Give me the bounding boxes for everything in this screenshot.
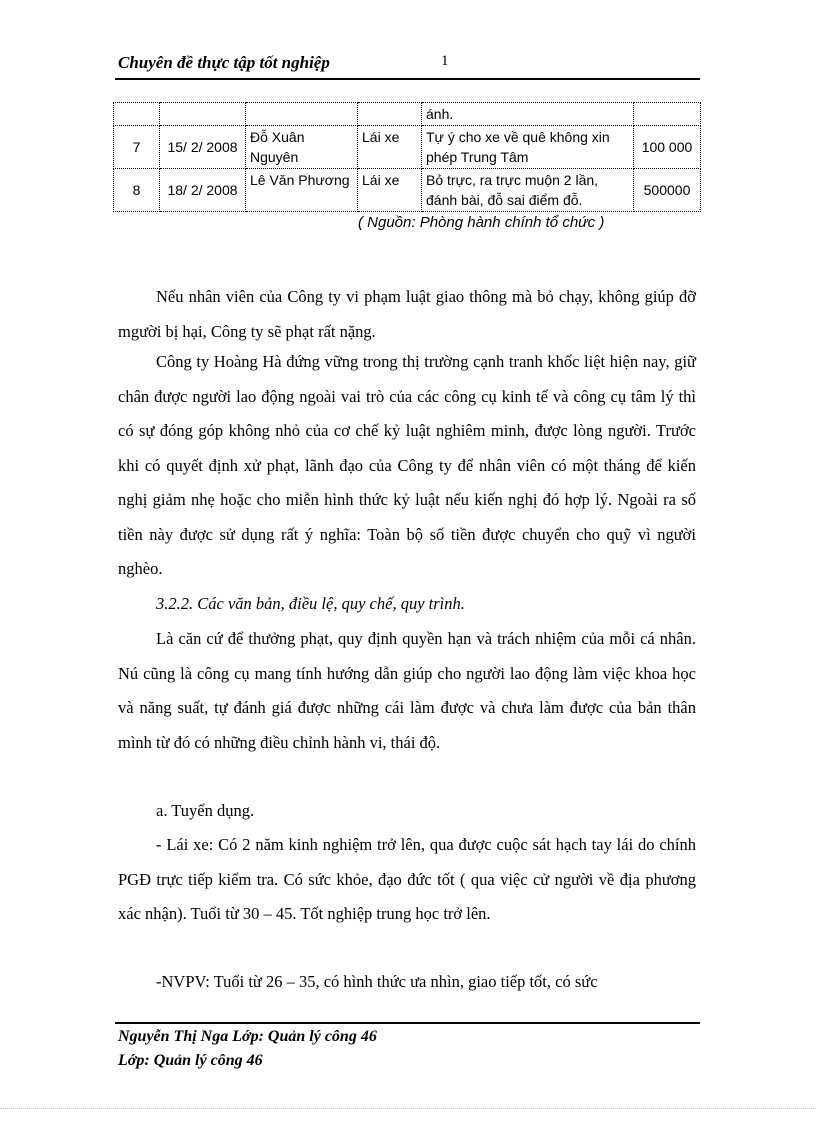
cell-date: 15/ 2/ 2008 bbox=[160, 126, 246, 169]
cell-position: Lái xe bbox=[358, 169, 422, 212]
cell-date bbox=[160, 103, 246, 126]
cell-no: 8 bbox=[114, 169, 160, 212]
cell-name: Đỗ Xuân Nguyên bbox=[246, 126, 358, 169]
header-divider bbox=[115, 78, 700, 80]
footer-divider bbox=[115, 1022, 700, 1024]
cell-amount bbox=[634, 103, 701, 126]
table-row bbox=[114, 126, 701, 169]
table-source-note: ( Nguồn: Phòng hành chính tổ chức ) bbox=[358, 214, 605, 231]
page-bottom-border bbox=[0, 1108, 816, 1109]
subheading-recruitment: a. Tuyển dụng. bbox=[156, 801, 255, 820]
cell-name: Lê Văn Phương bbox=[246, 169, 358, 212]
cell-violation: Bỏ trực, ra trực muộn 2 lần, đánh bài, đỗ sai điểm đỗ. bbox=[422, 169, 634, 212]
paragraph-staff-requirements: -NVPV: Tuổi từ 26 – 35, có hình thức ưa nhìn, giao tiếp tốt, có sức bbox=[156, 972, 598, 991]
document-header-title: Chuyên đề thực tập tốt nghiệp bbox=[118, 53, 330, 72]
violations-table bbox=[113, 102, 701, 212]
cell-date: 18/ 2/ 2008 bbox=[160, 169, 246, 212]
cell-violation: ánh. bbox=[422, 103, 634, 126]
cell-name bbox=[246, 103, 358, 126]
footer-author: Nguyễn Thị Nga Lớp: Quản lý công 46 bbox=[118, 1028, 377, 1045]
table-row bbox=[114, 103, 701, 126]
cell-position bbox=[358, 103, 422, 126]
footer-class: Lớp: Quản lý công 46 bbox=[118, 1052, 263, 1069]
cell-violation: Tự ý cho xe về quê không xin phép Trung Tâm bbox=[422, 126, 634, 169]
paragraph-driver-requirements: - Lái xe: Có 2 năm kinh nghiệm trở lên, qua được cuộc sát hạch tay lái do chính PGĐ trực tiếp kiểm tra. Có sức khỏe, đạo đức tốt ( qua việc cử người về địa phương xác nhận). Tuổi từ 30 – 45. Tốt nghiệp trung học trở lên. bbox=[118, 835, 696, 923]
paragraph-traffic-violation: Nếu nhân viên của Công ty vi phạm luật giao thông mà bỏ chạy, không giúp đỡ mgười bị hại, Công ty sẽ phạt rất nặng. bbox=[118, 287, 696, 341]
paragraph-discipline: Công ty Hoàng Hà đứng vững trong thị trường cạnh tranh khốc liệt hiện nay, giữ chân được người lao động ngoài vai trò của các công cụ kinh tế và công cụ tâm lý thì có sự đóng góp không nhỏ của cơ chế kỷ luật nghiêm minh, được lòng người. Trước khi có quyết định xử phạt, lãnh đạo của Công ty để nhân viên có một tháng để kiến nghị giảm nhẹ hoặc cho miễn hình thức kỷ luật nếu kiến nghị đó hợp lý. Ngoài ra số tiền này được sử dụng rất ý nghĩa: Toàn bộ số tiền được chuyển cho quỹ vì người nghèo. bbox=[118, 352, 696, 578]
cell-no bbox=[114, 103, 160, 126]
page-number: 1 bbox=[441, 53, 449, 69]
cell-amount: 100 000 bbox=[634, 126, 701, 169]
table-row bbox=[114, 169, 701, 212]
cell-no: 7 bbox=[114, 126, 160, 169]
cell-amount: 500000 bbox=[634, 169, 701, 212]
cell-position: Lái xe bbox=[358, 126, 422, 169]
section-heading: 3.2.2. Các văn bản, điều lệ, quy chế, quy trình. bbox=[156, 594, 465, 613]
paragraph-regulations: Là căn cứ để thưởng phạt, quy định quyền hạn và trách nhiệm của mỗi cá nhân. Nú cũng là công cụ mang tính hướng dẫn giúp cho người lao động làm việc khoa học và năng suất, tự đánh giá được những cái làm được và chưa làm được của bản thân mình từ đó có những điều chỉnh hành vi, thái độ. bbox=[118, 629, 696, 752]
